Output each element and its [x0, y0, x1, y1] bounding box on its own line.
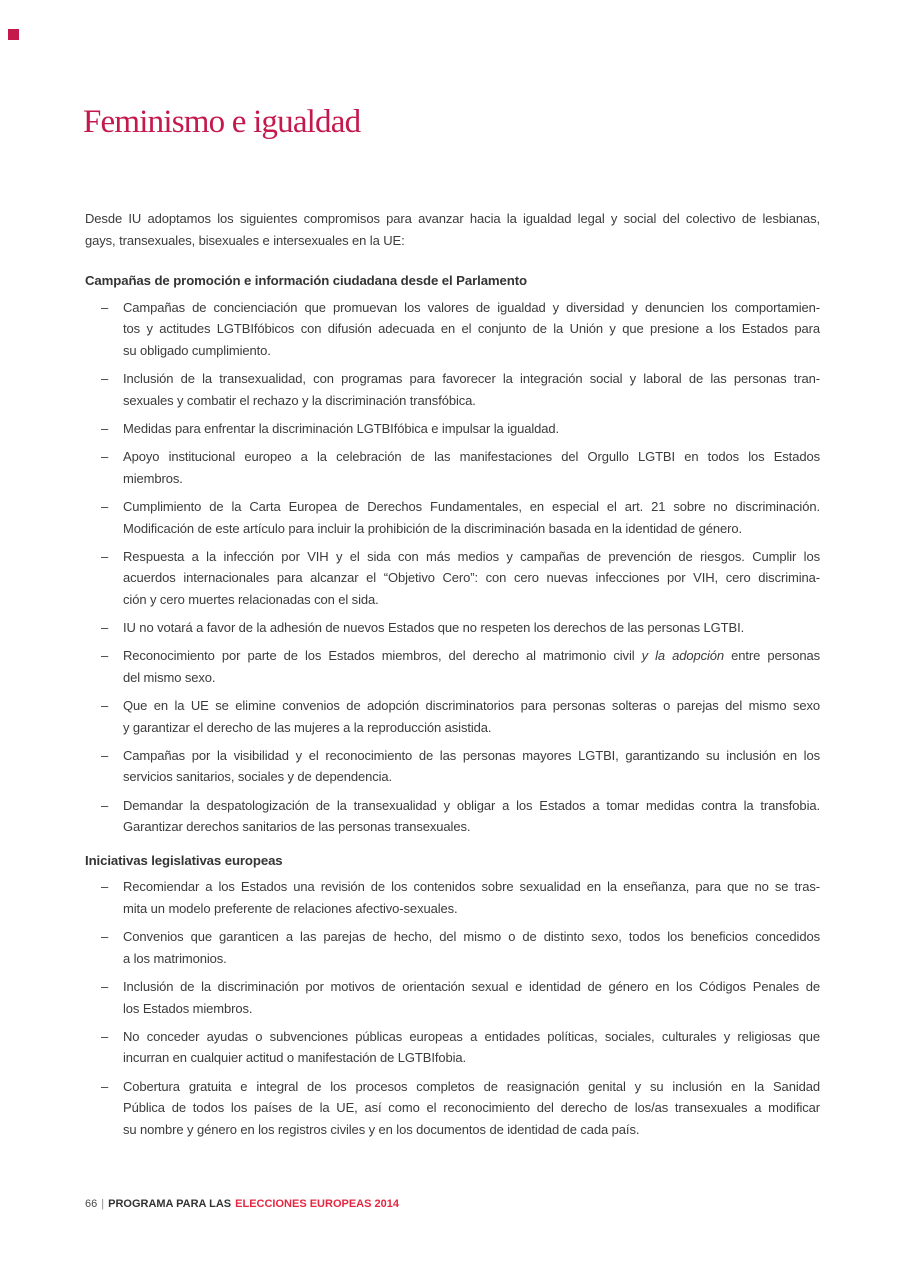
bullet-list — [85, 297, 820, 838]
item-text — [123, 496, 820, 539]
text-line: ción y cero muertes relacionadas con el sida. — [123, 591, 379, 607]
text-line: Respuesta a la infección por VIH y el sida con más medios y campañas de prevención de riesgos. Cumplir los — [123, 548, 820, 564]
bullet-list — [85, 876, 820, 1140]
text-line: miembros. — [123, 470, 183, 486]
list-item — [85, 1026, 820, 1069]
text-line: Inclusión de la discriminación por motivos de orientación sexual e identidad de género en los Códigos Penales de — [123, 978, 820, 994]
text-line: Modificación de este artículo para incluir la prohibición de la discriminación basada en la identidad de género. — [123, 520, 742, 536]
text-line: Apoyo institucional europeo a la celebración de las manifestaciones del Orgullo LGTBI en todos los Estados — [123, 449, 820, 465]
text-line: y garantizar el derecho de las mujeres a la reproducción asistida. — [123, 719, 492, 735]
bullet-dash: – — [101, 929, 109, 945]
list-item — [85, 446, 820, 489]
bullet-dash: – — [101, 747, 109, 763]
item-text — [123, 1026, 820, 1069]
intro-paragraph — [85, 208, 820, 251]
bullet-dash: – — [101, 879, 109, 895]
bullet-dash: – — [101, 1078, 109, 1094]
page-footer — [85, 1197, 399, 1211]
section-heading: Iniciativas legislativas europeas — [85, 852, 283, 868]
list-item — [85, 617, 820, 639]
section-heading: Campañas de promoción e información ciudadana desde el Parlamento — [85, 273, 527, 289]
item-text — [123, 1076, 820, 1141]
list-item — [85, 926, 820, 969]
text-line: Garantizar derechos sanitarios de las personas transexuales. — [123, 819, 471, 835]
text-line: mita un modelo preferente de relaciones afectivo-sexuales. — [123, 900, 458, 916]
text-line: del mismo sexo. — [123, 669, 216, 685]
bullet-dash: – — [101, 299, 109, 315]
list-item — [85, 546, 820, 611]
list-item — [85, 695, 820, 738]
text-line: Cobertura gratuita e integral de los procesos completos de reasignación genital y su inclusión en la Sanidad — [123, 1078, 820, 1094]
item-text — [123, 368, 820, 411]
bullet-dash: – — [101, 648, 109, 664]
list-item — [85, 368, 820, 411]
text-line: Recomiendar a los Estados una revisión de los contenidos sobre sexualidad en la enseñanza, para que no se tras- — [123, 879, 820, 895]
section — [85, 850, 820, 1141]
text-line: tos y actitudes LGTBIfóbicos con difusión adecuada en el conjunto de la Unión y que presione a los Estados para — [123, 321, 820, 337]
text-line: Que en la UE se elimine convenios de adopción discriminatorios para personas solteras o parejas del mismo sexo — [123, 698, 820, 714]
bullet-dash: – — [101, 449, 109, 465]
item-text — [123, 745, 820, 788]
text-line: Cumplimiento de la Carta Europea de Derechos Fundamentales, en especial el art. 21 sobre no discriminación. — [123, 498, 820, 514]
bullet-dash: – — [101, 1028, 109, 1044]
bullet-dash: – — [101, 420, 109, 436]
text-line: acuerdos internacionales para alcanzar el “Objetivo Cero”: con cero nuevas infecciones por VIH, cero discrimina- — [123, 570, 820, 586]
text-line: Demandar la despatologización de la transexualidad y obligar a los Estados a tomar medidas contra la transfobia. — [123, 797, 820, 813]
text-line: Medidas para enfrentar la discriminación LGTBIfóbica e impulsar la igualdad. — [123, 420, 560, 436]
list-item — [85, 976, 820, 1019]
list-item — [85, 745, 820, 788]
item-text — [123, 297, 820, 362]
text-line: gays, transexuales, bisexuales e intersexuales en la UE: — [85, 232, 405, 248]
item-text — [123, 695, 820, 738]
text-line: Campañas de concienciación que promuevan los valores de igualdad y diversidad y denuncien los comportamien- — [123, 299, 820, 315]
list-item — [85, 795, 820, 838]
page-number: 66 — [85, 1198, 98, 1210]
bullet-dash: – — [101, 498, 109, 514]
page-corner-mark — [8, 29, 19, 40]
item-text — [123, 617, 820, 639]
bullet-dash: – — [101, 797, 109, 813]
text-line: Desde IU adoptamos los siguientes compromisos para avanzar hacia la igualdad legal y social del colectivo de lesbianas, — [85, 211, 820, 226]
text-line: Inclusión de la transexualidad, con programas para favorecer la integración social y laboral de las personas tran- — [123, 371, 820, 387]
text-line: incurran en cualquier actitud o manifestación de LGTBIfobia. — [123, 1050, 467, 1066]
list-item — [85, 1076, 820, 1141]
text-line: su nombre y género en los registros civiles y en los documentos de identidad de cada país. — [123, 1121, 640, 1137]
text-line: servicios sanitarios, sociales y de dependencia. — [123, 769, 393, 785]
text-line: sexuales y combatir el rechazo y la discriminación transfóbica. — [123, 392, 476, 408]
text-line: No conceder ayudas o subvenciones públicas europeas a entidades políticas, sociales, culturales y religiosas que — [123, 1028, 820, 1044]
item-text — [123, 645, 820, 688]
list-item — [85, 418, 820, 440]
text-line: Convenios que garanticen a las parejas de hecho, del mismo o de distinto sexo, todos los beneficios concedidos — [123, 929, 820, 945]
text-line: los Estados miembros. — [123, 1000, 253, 1016]
item-text — [123, 926, 820, 969]
text-line: IU no votará a favor de la adhesión de nuevos Estados que no respeten los derechos de las personas LGTBI. — [123, 620, 745, 636]
item-text — [123, 795, 820, 838]
text-line: Reconocimiento por parte de los Estados miembros, del derecho al matrimonio civil y la adopción entre personas — [123, 648, 820, 664]
footer-separator: | — [101, 1198, 105, 1210]
footer-highlight-label: ELECCIONES EUROPEAS 2014 — [235, 1198, 399, 1210]
item-text — [123, 446, 820, 489]
page-title: Feminismo e igualdad — [83, 104, 361, 140]
item-text — [123, 418, 820, 440]
bullet-dash: – — [101, 698, 109, 714]
list-item — [85, 297, 820, 362]
bullet-dash: – — [101, 548, 109, 564]
list-item — [85, 876, 820, 919]
page-body — [85, 208, 820, 1147]
section — [85, 270, 820, 838]
text-line: a los matrimonios. — [123, 950, 227, 966]
bullet-dash: – — [101, 371, 109, 387]
sections-container — [85, 270, 820, 1140]
text-line: Campañas por la visibilidad y el reconocimiento de las personas mayores LGTBI, garantizando su inclusión en los — [123, 747, 820, 763]
item-text — [123, 546, 820, 611]
text-line: Pública de todos los países de la UE, así como el reconocimiento del derecho de los/as transexuales a modificar — [123, 1100, 820, 1116]
footer-program-label: PROGRAMA PARA LAS — [108, 1198, 232, 1210]
list-item — [85, 496, 820, 539]
item-text — [123, 876, 820, 919]
item-text — [123, 976, 820, 1019]
bullet-dash: – — [101, 978, 109, 994]
list-item — [85, 645, 820, 688]
text-line: su obligado cumplimiento. — [123, 342, 271, 358]
bullet-dash: – — [101, 620, 109, 636]
